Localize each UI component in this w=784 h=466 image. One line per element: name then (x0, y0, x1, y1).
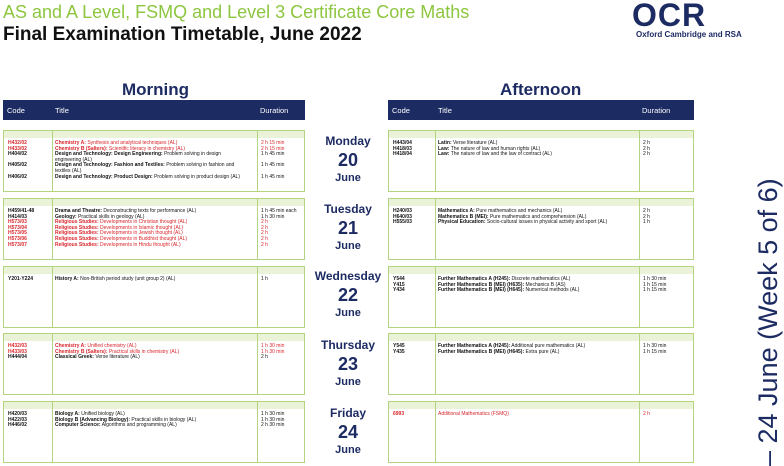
exam-duration: 2 h (643, 213, 650, 220)
exam-paper: Developments in Jewish thought (AL) (100, 230, 183, 237)
exam-paper: Deconstructing texts for performance (AL) (103, 208, 197, 214)
col-code: Code (392, 105, 410, 115)
ocr-logo (624, 0, 746, 44)
logo-subtitle: Oxford Cambridge and RSA (636, 30, 742, 39)
exam-title (55, 276, 175, 282)
exam-row (389, 219, 695, 225)
exam-paper: Unified biology (AL) (81, 411, 125, 417)
exam-code: H405/02 (8, 162, 27, 169)
exam-subject: Law: (438, 145, 450, 152)
exam-paper: The nature of law and the law of contract (AL) (450, 151, 552, 158)
morning-exam-box (3, 401, 305, 463)
col-duration: Duration (642, 105, 671, 115)
exam-paper: engineering (AL) (55, 156, 92, 163)
exam-code: H406/02 (8, 173, 27, 180)
exam-duration: 2 h 15 min (261, 140, 285, 146)
week-side-label (715, 100, 783, 466)
exam-paper: Algorithms and programming (AL) (101, 422, 177, 429)
exam-paper: Verse literature (AL) (95, 354, 140, 361)
afternoon-heading: Afternoon (500, 80, 582, 99)
day-label (305, 405, 391, 457)
exam-duration: 1 h 15 min (643, 348, 667, 355)
exam-title (438, 151, 552, 157)
afternoon-exam-box (388, 333, 694, 395)
exam-subject: Chemistry B (Salters): (55, 348, 108, 355)
exam-code: H432/02 (8, 140, 27, 146)
exam-duration: 1 h (643, 219, 650, 226)
exam-code: H418/03 (393, 145, 412, 152)
box-header-band (4, 334, 304, 341)
exam-subject: Religious Studies: (55, 230, 99, 237)
exam-title (55, 422, 177, 428)
exam-duration: 2 h (261, 224, 268, 231)
exam-title (438, 349, 559, 355)
afternoon-table-header (388, 100, 694, 120)
exam-code: H432/03 (8, 343, 27, 349)
exam-code: H414/03 (8, 213, 27, 220)
day-name: Thursday (320, 338, 375, 352)
exam-code: H422/03 (8, 416, 27, 423)
exam-duration: 2 h (643, 208, 650, 214)
exam-row (389, 151, 695, 157)
exam-subject: Chemistry A: (55, 140, 86, 146)
exam-code: H418/04 (393, 151, 412, 158)
exam-subject: Biology A: (55, 411, 80, 417)
morning-heading: Morning (122, 80, 190, 99)
exam-subject: History A: (55, 276, 79, 282)
exam-paper: textiles (AL) (55, 168, 82, 174)
day-name: Tuesday (324, 202, 372, 216)
exam-paper: Practical skills in chemistry (AL) (108, 348, 180, 355)
header-title: Final Examination Timetable, June 2022 (3, 24, 362, 45)
day-month: June (335, 240, 361, 252)
day-name: Monday (325, 134, 371, 148)
exam-duration: 2 h (643, 411, 650, 417)
exam-code: H573/05 (8, 230, 27, 237)
day-label (305, 201, 391, 253)
exam-paper: Pure mathematics and comprehension (AL) (489, 213, 587, 220)
exam-subject: Biology B (Advancing Biology): (55, 416, 130, 423)
exam-subject: Further Mathematics B (MEI) (H635): (438, 281, 525, 288)
exam-subject: Classical Greek: (55, 354, 94, 361)
day-date: 22 (337, 285, 359, 305)
exam-paper: Developments in Hindu thought (AL) (100, 241, 181, 248)
exam-row (4, 422, 306, 428)
exam-code: Y434 (393, 287, 405, 294)
logo-name: OCR (632, 0, 707, 33)
day-label (305, 268, 391, 320)
exam-code: H446/02 (8, 422, 27, 429)
day-date: 24 (337, 422, 359, 442)
exam-paper: Additional pure mathematics (AL) (511, 343, 586, 349)
exam-subject: Further Mathematics A (H245): (438, 343, 511, 349)
day-label (305, 337, 391, 389)
exam-code: H573/06 (8, 236, 27, 242)
morning-exam-box (3, 198, 305, 260)
exam-duration: 2 h (643, 145, 650, 152)
header-line1: AS and A Level, FSMQ and Level 3 Certificate Core Maths (3, 2, 470, 22)
exam-title (438, 411, 509, 417)
morning-exam-box (3, 333, 305, 395)
exam-subject: Further Mathematics A (H245): (438, 276, 511, 282)
exam-duration: 2 h (261, 236, 268, 242)
afternoon-exam-box (388, 266, 694, 328)
exam-code: H459/41-48 (8, 208, 35, 214)
exam-code: H433/02 (8, 145, 27, 152)
exam-row (389, 349, 695, 355)
exam-code: H433/03 (8, 348, 27, 355)
box-header-band (4, 199, 304, 206)
exam-paper: Practical skills in geology (AL) (78, 213, 145, 220)
exam-duration: 1 h 30 min (261, 343, 285, 349)
exam-row (389, 411, 695, 417)
exam-duration: 1 h 45 min (261, 162, 285, 169)
exam-duration: 2 h (261, 354, 268, 361)
exam-subject: Design and Technology: Fashion and Textiles: (55, 162, 165, 169)
exam-title (55, 174, 240, 180)
exam-paper: Verse literature (AL) (453, 140, 498, 146)
exam-title (438, 287, 579, 293)
exam-subject: Mathematics A: (438, 208, 475, 214)
afternoon-exam-box (388, 198, 694, 260)
exam-duration: 2 h (643, 151, 650, 158)
day-date: 21 (337, 218, 359, 238)
exam-subject: Chemistry A: (55, 343, 86, 349)
exam-subject: Design and Technology: Product Design: (55, 173, 153, 180)
exam-title (438, 219, 607, 225)
exam-duration: 1 h 45 min (261, 173, 285, 180)
exam-duration: 2 h 15 min (261, 145, 285, 152)
exam-paper: Unified chemistry (AL) (87, 343, 137, 349)
exam-duration: 1 h 15 min (643, 281, 667, 288)
exam-row (389, 287, 695, 293)
exam-code: H555/03 (393, 219, 412, 226)
exam-duration: 1 h 30 min (643, 276, 667, 282)
exam-duration: 1 h (261, 276, 268, 282)
exam-duration: 1 h 45 min (261, 151, 285, 158)
exam-subject: Religious Studies: (55, 219, 99, 226)
exam-paper: Extra pure (AL) (525, 348, 560, 355)
exam-subject: Further Mathematics B (MEI) (H645): (438, 348, 525, 355)
exam-code: H444/04 (8, 354, 27, 361)
exam-subject: Geology: (55, 213, 77, 220)
morning-exam-box (3, 266, 305, 328)
box-header-band (4, 267, 304, 274)
day-label (305, 133, 391, 185)
exam-paper: Problem solving in design (164, 151, 222, 158)
exam-code: 6993 (393, 411, 405, 417)
exam-subject: Latin: (438, 140, 452, 146)
exam-paper: Practical skills in biology (AL) (131, 416, 197, 423)
exam-duration: 2 h (261, 241, 268, 248)
exam-paper: Non-British period study (unit group 2) (AL) (80, 276, 176, 282)
exam-code: Y201-Y224 (8, 276, 34, 282)
exam-subject: Further Mathematics B (MEI) (H645): (438, 287, 525, 294)
exam-code: H420/03 (8, 411, 27, 417)
exam-paper: Socio-cultural issues in physical activity and sport (AL) (486, 219, 608, 226)
exam-duration: 2 h (261, 230, 268, 237)
exam-title (55, 354, 140, 360)
exam-code: H404/02 (8, 151, 27, 158)
exam-code: H573/03 (8, 219, 27, 226)
exam-duration: 1 h 45 min each (261, 208, 297, 214)
exam-duration: 2 h (643, 140, 650, 146)
exam-subject: Religious Studies: (55, 241, 99, 248)
day-date: 23 (337, 354, 359, 374)
exam-duration: 1 h 30 min (643, 343, 667, 349)
exam-paper: Developments in Christian thought (AL) (100, 219, 188, 226)
exam-code: H573/04 (8, 224, 27, 231)
exam-code: Y545 (393, 343, 405, 349)
exam-subject: Computer Science: (55, 422, 101, 429)
exam-subject: Chemistry B (Salters): (55, 145, 108, 152)
afternoon-exam-box (388, 130, 694, 192)
exam-paper: Numerical methods (AL) (525, 287, 580, 294)
exam-row (4, 276, 306, 282)
exam-subject: Law: (438, 151, 450, 158)
exam-subject: Mathematics B (MEI): (438, 213, 489, 220)
exam-title (55, 242, 181, 248)
exam-paper: Additional Mathematics (FSMQ) (438, 411, 509, 417)
col-code: Code (7, 105, 25, 115)
exam-duration: 1 h 15 min (643, 287, 667, 294)
exam-duration: 1 h 30 min (261, 213, 285, 220)
day-month: June (335, 376, 361, 388)
col-duration: Duration (260, 105, 289, 115)
col-title: Title (55, 105, 69, 115)
exam-code: Y415 (393, 281, 405, 288)
day-month: June (335, 307, 361, 319)
exam-code: H443/04 (393, 140, 412, 146)
exam-code: Y435 (393, 348, 405, 355)
afternoon-exam-box (388, 401, 694, 463)
exam-paper: Problem solving in fashion and (166, 162, 235, 169)
exam-paper: Mechanics B (AS) (525, 281, 566, 288)
day-month: June (335, 172, 361, 184)
morning-exam-box (3, 130, 305, 192)
day-name: Friday (329, 406, 366, 420)
exam-paper: The nature of law and human rights (AL) (450, 145, 541, 152)
exam-subject: Religious Studies: (55, 236, 99, 242)
day-date: 20 (337, 150, 359, 170)
week-side-text: – 24 June (Week 5 of 6) (753, 178, 783, 466)
exam-code: H240/03 (393, 208, 412, 214)
exam-duration: 2 h (261, 219, 268, 226)
box-header-band (4, 131, 304, 138)
exam-paper: Developments in Islamic thought (AL) (100, 224, 184, 231)
morning-table-header (3, 100, 305, 120)
exam-code: H640/03 (393, 213, 412, 220)
exam-paper: Developments in Buddhist thought (AL) (100, 236, 188, 242)
exam-subject: Design and Technology: Design Engineering: (55, 151, 163, 158)
exam-paper: Scientific literacy in chemistry (AL) (108, 145, 186, 152)
exam-row (4, 242, 306, 248)
exam-code: Y544 (393, 276, 405, 282)
exam-duration: 1 h 30 min (261, 348, 285, 355)
exam-duration: 1 h 30 min (261, 411, 285, 417)
exam-paper: Pure mathematics and mechanics (AL) (476, 208, 563, 214)
exam-row (4, 354, 306, 360)
exam-code: H573/07 (8, 241, 27, 248)
day-name: Wednesday (314, 269, 382, 283)
exam-subject: Religious Studies: (55, 224, 99, 231)
day-month: June (335, 444, 361, 456)
col-title: Title (438, 105, 452, 115)
exam-paper: Problem solving in product design (AL) (154, 173, 240, 180)
exam-subject: Physical Education: (438, 219, 486, 226)
exam-paper: Synthesis and analytical techniques (AL) (87, 140, 178, 146)
exam-subject: Drama and Theatre: (55, 208, 102, 214)
exam-paper: Discrete mathematics (AL) (511, 276, 571, 282)
exam-duration: 1 h 30 min (261, 416, 285, 423)
exam-duration: 2 h 30 min (261, 422, 285, 429)
box-header-band (4, 402, 304, 409)
exam-row (4, 174, 306, 180)
